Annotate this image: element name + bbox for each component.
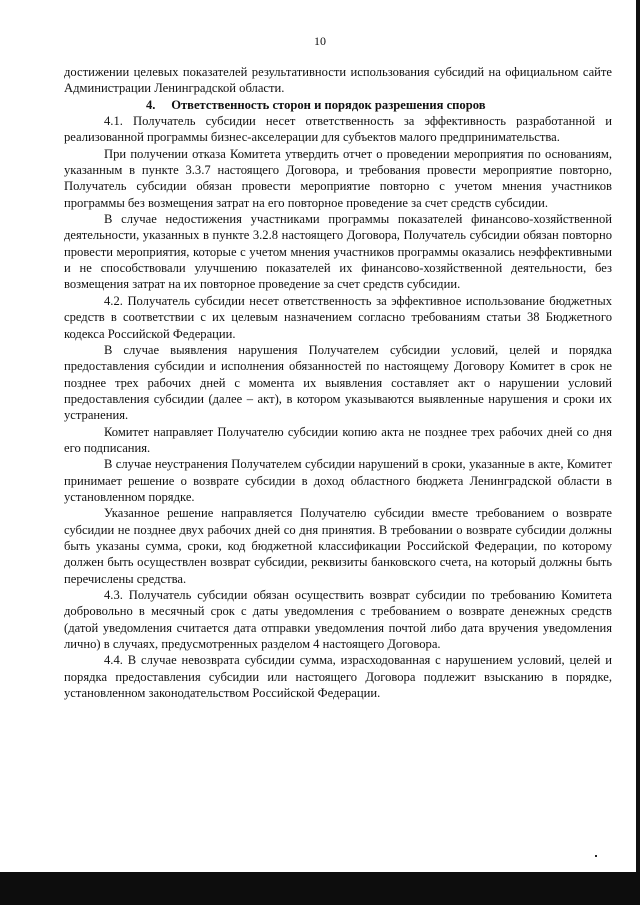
scan-bottom-border [0, 872, 640, 905]
paragraph: В случае выявления нарушения Получателем субсидии условий, целей и порядка предоставления субсидии и исполнения обязанностей по настоящему Договору Комитет в срок не позднее трех рабочих дней с момента их выявления составляет акт о нарушении условий предоставления субсидии (далее – акт), в котором указываются выявленные нарушения и сроки их устранения. [64, 342, 612, 423]
paragraph-4-3: 4.3. Получатель субсидии обязан осуществить возврат субсидии по требованию Комитета добровольно в месячный срок с даты уведомления с требованием о возврате денежных средств (датой уведомления считается дата отправки уведомления почтой либо дата вручения уведомления лично) в случаях, предусмотренных разделом 4 настоящего Договора. [64, 588, 612, 652]
document-body [64, 64, 612, 701]
paragraph: Комитет направляет Получателю субсидии копию акта не позднее трех рабочих дней со дня его подписания. [64, 424, 612, 455]
paragraph: При получении отказа Комитета утвердить отчет о проведении мероприятия по основаниям, указанным в пункте 3.3.7 настоящего Договора, и требования провести мероприятие повторно, Получатель субсидии обязан провести мероприятие повторно с учетом мнения участников программы без возмещения затрат на его повторное проведение за счет средств субсидии. [64, 146, 612, 210]
paragraph-4-1: 4.1. Получатель субсидии несет ответственность за эффективность разработанной и реализованной программы бизнес-акселерации для субъектов малого предпринимательства. [64, 114, 612, 145]
section-heading: 4. Ответственность сторон и порядок разрешения споров [146, 97, 486, 112]
scan-speck [595, 855, 597, 857]
paragraph: В случае неустранения Получателем субсидии нарушений в сроки, указанные в акте, Комитет принимает решение о возврате субсидии в доход областного бюджета Ленинградской области в установленном порядке. [64, 457, 612, 504]
paragraph-4-2: 4.2. Получатель субсидии несет ответственность за эффективное использование бюджетных средств в соответствии с их целевым назначением согласно требованиям статьи 38 Бюджетного кодекса Российской Федерации. [64, 293, 612, 341]
paragraph: В случае недостижения участниками программы показателей финансово-хозяйственной деятельности, указанных в пункте 3.2.8 настоящего Договора, Получатель субсидии обязан повторно провести мероприятия, которые с учетом мнения участников программы оказались неэффективными и не способствовали улучшению показателей их финансово-хозяйственной деятельности, без возмещения затрат на их повторное проведение за счет средств субсидии. [64, 212, 612, 292]
paragraph-continuation: достижении целевых показателей результативности использования субсидий на официальном сайте Администрации Ленинградской области. [64, 65, 612, 96]
scan-right-edge [636, 0, 640, 872]
page-number: 10 [314, 34, 326, 48]
paragraph: Указанное решение направляется Получателю субсидии вместе требованием о возврате субсидии не позднее двух рабочих дней со дня принятия. В требовании о возврате субсидии должны быть указаны сумма, сроки, код бюджетной классификации Российской Федерации, по которому должен быть осуществлен возврат субсидии, реквизиты банковского счета, на который должны быть перечислены средства. [64, 506, 612, 586]
paragraph-4-4: 4.4. В случае невозврата субсидии сумма, израсходованная с нарушением условий, целей и порядка предоставления субсидии или настоящего Договора подлежит взысканию в порядке, установленном законодательством Российской Федерации. [64, 653, 612, 701]
